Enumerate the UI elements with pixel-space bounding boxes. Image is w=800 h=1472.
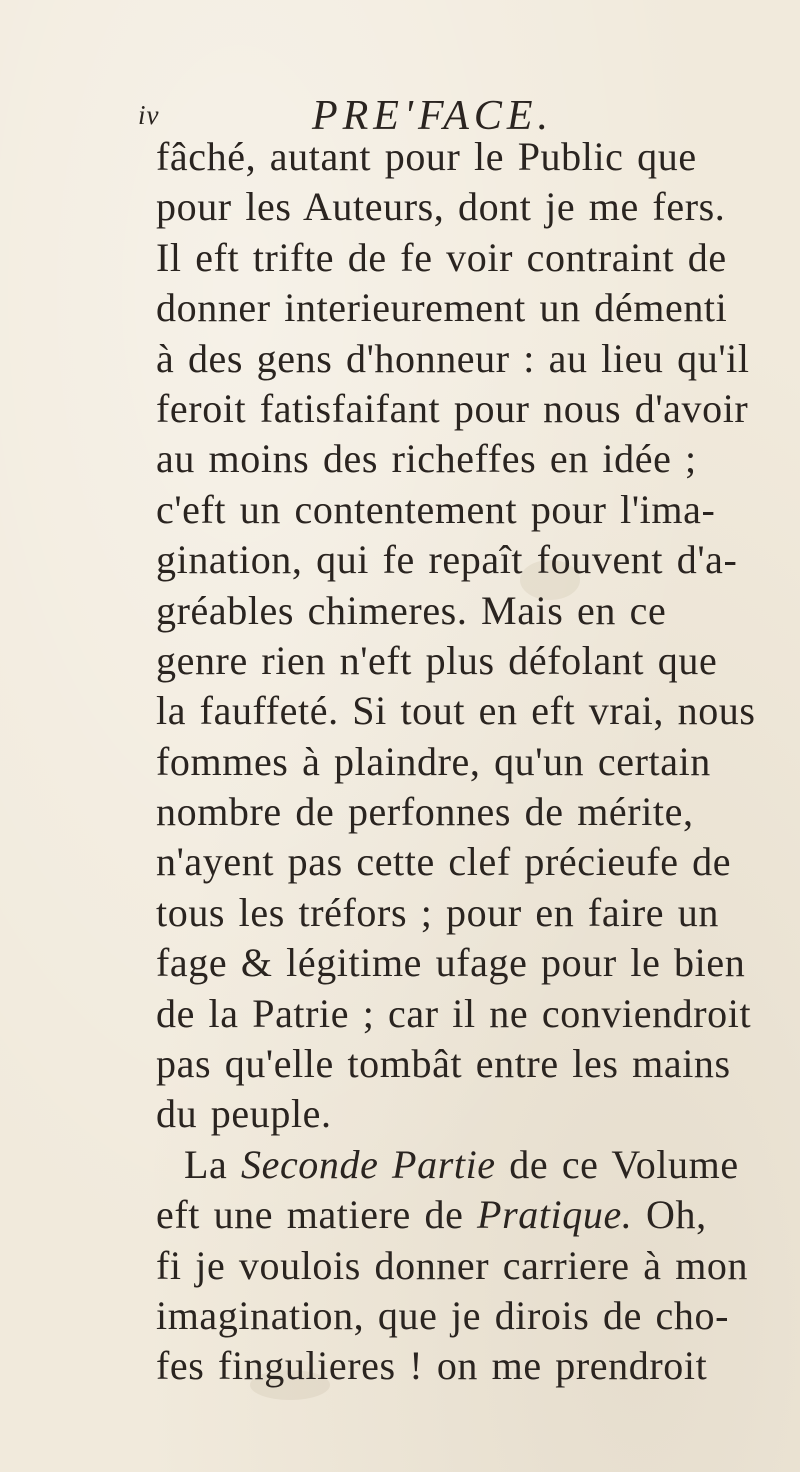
text-line: de la Patrie ; car il ne conviendroit	[156, 990, 752, 1036]
italic-term: Seconde Partie	[241, 1141, 496, 1187]
text-line: c'eft un contentement pour l'ima-	[156, 486, 716, 532]
paragraph-start-line	[156, 1140, 796, 1190]
text-line: fage & légitime ufage pour le bien	[156, 940, 746, 986]
text-line: à des gens d'honneur : au lieu qu'il	[156, 335, 750, 381]
text-line: fes fingulieres ! on me prendroit	[156, 1343, 708, 1389]
text-line: nombre de perfonnes de mérite,	[156, 789, 694, 835]
text-line: genre rien n'eft plus défolant que	[156, 637, 718, 683]
text-line: la fauffeté. Si tout en eft vrai, nous	[156, 688, 756, 734]
text-line: gination, qui fe repaît fouvent d'a-	[156, 537, 738, 583]
text-run: de ce Volume	[509, 1141, 739, 1187]
text-line: pour les Auteurs, dont je me fers.	[156, 184, 726, 230]
running-title: PRE'FACE.	[312, 93, 554, 139]
text-run: Oh,	[646, 1192, 707, 1238]
text-run: La	[184, 1141, 228, 1187]
text-line: pas qu'elle tombât entre les mains	[156, 1041, 731, 1087]
text-line: tous les tréfors ; pour en faire un	[156, 889, 719, 935]
text-line: au moins des richeffes en idée ;	[156, 436, 697, 482]
text-line: gréables chimeres. Mais en ce	[156, 587, 667, 633]
text-run: eft une matiere de	[156, 1192, 464, 1238]
page-number: iv	[138, 100, 160, 130]
body-text	[156, 132, 796, 1392]
text-line: feroit fatisfaifant pour nous d'avoir	[156, 385, 749, 431]
text-line: donner interieurement un démenti	[156, 285, 728, 331]
text-line: n'ayent pas cette clef précieufe de	[156, 839, 732, 885]
text-line: fommes à plaindre, qu'un certain	[156, 738, 711, 784]
italic-term: Pratique.	[477, 1192, 633, 1238]
text-line: Il eft trifte de fe voir contraint de	[156, 234, 727, 280]
text-line: du peuple.	[156, 1091, 332, 1137]
text-line: fâché, autant pour le Public que	[156, 134, 697, 179]
text-line	[156, 1190, 796, 1240]
text-line: imagination, que je dirois de cho-	[156, 1292, 730, 1338]
text-line: fi je voulois donner carriere à mon	[156, 1242, 749, 1288]
